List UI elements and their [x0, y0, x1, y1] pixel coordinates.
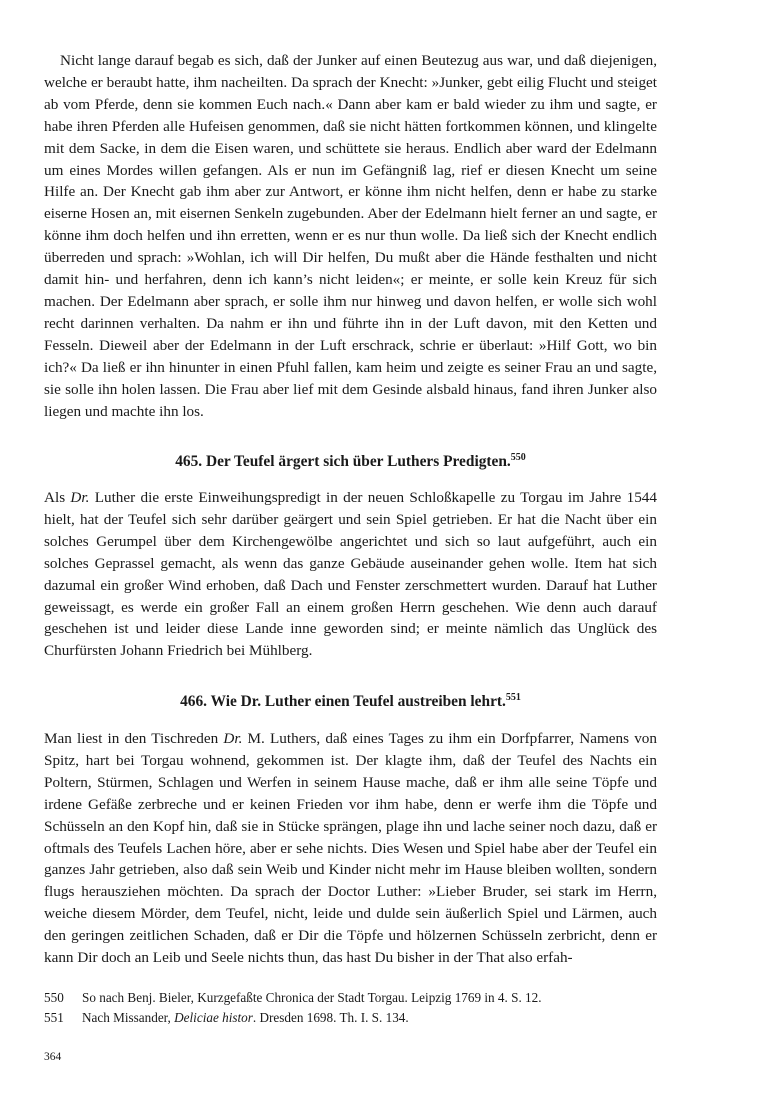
- footnote-551: [44, 1008, 657, 1028]
- paragraph-text: [44, 728, 657, 969]
- footnote-ref-550[interactable]: 550: [510, 452, 526, 463]
- footnote-number: 550: [44, 990, 64, 1005]
- italic-title: Deliciae histor: [174, 1010, 253, 1025]
- section-heading-466: [44, 692, 657, 711]
- text-run: Luther die erste Einweihungspredigt in der neuen Schloßkapelle zu Torgau im Jahre 1544 hielt, hat der Teufel sich sehr darüber geärgert und sein Spiel getrieben. Er hat die Nacht über ein solches Gerumpel über dem Kirchengewölbe angerichtet und sich so laut aufgeführt, auch ein solches Geprassel gemacht, als wenn das ganze Gebäude auseinander gehen wolle. Item hat sich dazumal ein großer Wind erhoben, daß Dach und Fenster zerschmettert wurden. Darauf hat Luther geweissagt, es werde ein großer Fall an einem großen Herrn geschehen. Wie denn auch darauf geschehen ist und leider diese Lande inne geworden sind; er meinte nämlich das Unglück des Churfürsten Johann Friedrich bei Mühlberg.: [44, 489, 657, 660]
- footnote-550: [44, 988, 657, 1008]
- page-number: 364: [44, 1051, 62, 1063]
- italic-abbrev: Dr.: [70, 489, 90, 506]
- text-run: Nach Missander,: [82, 1010, 175, 1025]
- paragraph-section-465: [44, 487, 657, 662]
- paragraph-story-continuation: [44, 50, 657, 422]
- footnote-number: 551: [44, 1010, 64, 1025]
- footnotes: [44, 988, 657, 1028]
- text-run: . Dresden 1698. Th. I. S. 134.: [252, 1010, 409, 1025]
- text-run: M. Luthers, daß eines Tages zu ihm ein Dorfpfarrer, Namens von Spitz, hart bei Torgau wohnend, gekommen ist. Der klagte ihm, daß der Teufel des Nachts ein Poltern, Stürmen, Schlagen und Werfen in seinem Hause mache, daß er ihm alle seine Töpfe und irdene Gefäße zerbreche und er keinen Frieden vor ihm habe, denn er werfe ihm die Töpfe und Schüsseln an den Kopf hin, daß sie in Stücke sprängen, plage ihn und lache seiner noch dazu, daß er oftmals des Teufels Lachen höre, aber er sehe nichts. Dies Wesen und Spiel habe aber der Teufel ein ganzes Jahr getrieben, also daß sein Weib und Kinder nicht mehr im Hause bleiben wollten, sondern flugs herausziehen möchten. Da sprach der Doctor Luther: »Lieber Bruder, sei stark im Herrn, weiche diesem Mörder, dem Teufel, nicht, leide und dulde sein äußerlich Spiel und Lärmen, auch den geringen zeitlichen Schaden, daß er Dir die Töpfe und hölzernen Schüsseln zerbricht, denn er kann Dir doch an Leib und Seele nichts thun, das hast Du bisher in der That also erfah-: [44, 730, 657, 967]
- footnote-text: So nach Benj. Bieler, Kurzgefaßte Chronica der Stadt Torgau. Leipzig 1769 in 4. S. 12.: [82, 990, 542, 1005]
- text-run: Als: [44, 489, 71, 506]
- paragraph-text: Nicht lange darauf begab es sich, daß der Junker auf einen Beutezug aus war, und daß diejenigen, welche er beraubt hatte, ihm nacheilten. Da sprach der Knecht: »Junker, gebt eilig Flucht und steiget ab vom Pferde, denn sie kommen Euch nach.« Dann aber kam er bald wieder zu ihm und sagte, er habe ihren Pferden alle Hufeisen genommen, daß sie nicht hätten fortkommen können, und klingelte mit dem Sacke, in dem die Eisen waren, und schüttete sie heraus. Endlich aber ward der Edelmann um eines Mordes willen gefangen. Als er nun im Gefängniß lag, rief er diesen Knecht um seine Hilfe an. Der Knecht gab ihm aber zur Antwort, er könne ihm nicht helfen, denn er habe zu starke eiserne Hosen an, mit eisernen Senkeln zugebunden. Aber der Edelmann hielt ferner an und sagte, er könne ihm doch helfen und ihn erretten, wenn er es nur thun wolle. Da ließ sich der Knecht endlich überreden und sprach: »Wohlan, ich will Dir helfen, Du mußt aber die Hände festhalten und nicht damit hin- und herfahren, denn ich kann’s nicht leiden«; er meinte, er solle kein Kreuz für sich machen. Der Edelmann aber sprach, er solle ihm nur hinweg und davon helfen, er wolle sich wohl recht darinnen verhalten. Da nahm er ihn und führte ihn in der Luft davon, mit den Ketten und Fesseln. Dieweil aber der Edelmann in der Luft erschrack, schrie er überlaut: »Hilf Gott, wo bin ich?« Da ließ er ihn hinunter in einen Pfuhl fallen, kam heim und zeigte es seiner Frau an und sagte, sie solle ihn holen lassen. Die Frau aber lief mit dem Gesinde alsbald hinaus, fand ihren Junker also liegen und machte ihn los.: [44, 52, 657, 420]
- footnote-text: [82, 1008, 409, 1028]
- paragraph-section-466: [44, 728, 657, 969]
- paragraph-text: [44, 487, 657, 662]
- text-run: Man liest in den Tischreden: [44, 730, 224, 747]
- italic-abbrev: Dr.: [223, 730, 243, 747]
- section-heading-465: [44, 452, 657, 471]
- footnote-ref-551[interactable]: 551: [505, 692, 521, 703]
- heading-text: 465. Der Teufel ärgert sich über Luthers Predigten.: [175, 453, 511, 470]
- heading-text: 466. Wie Dr. Luther einen Teufel austreiben lehrt.: [180, 693, 506, 710]
